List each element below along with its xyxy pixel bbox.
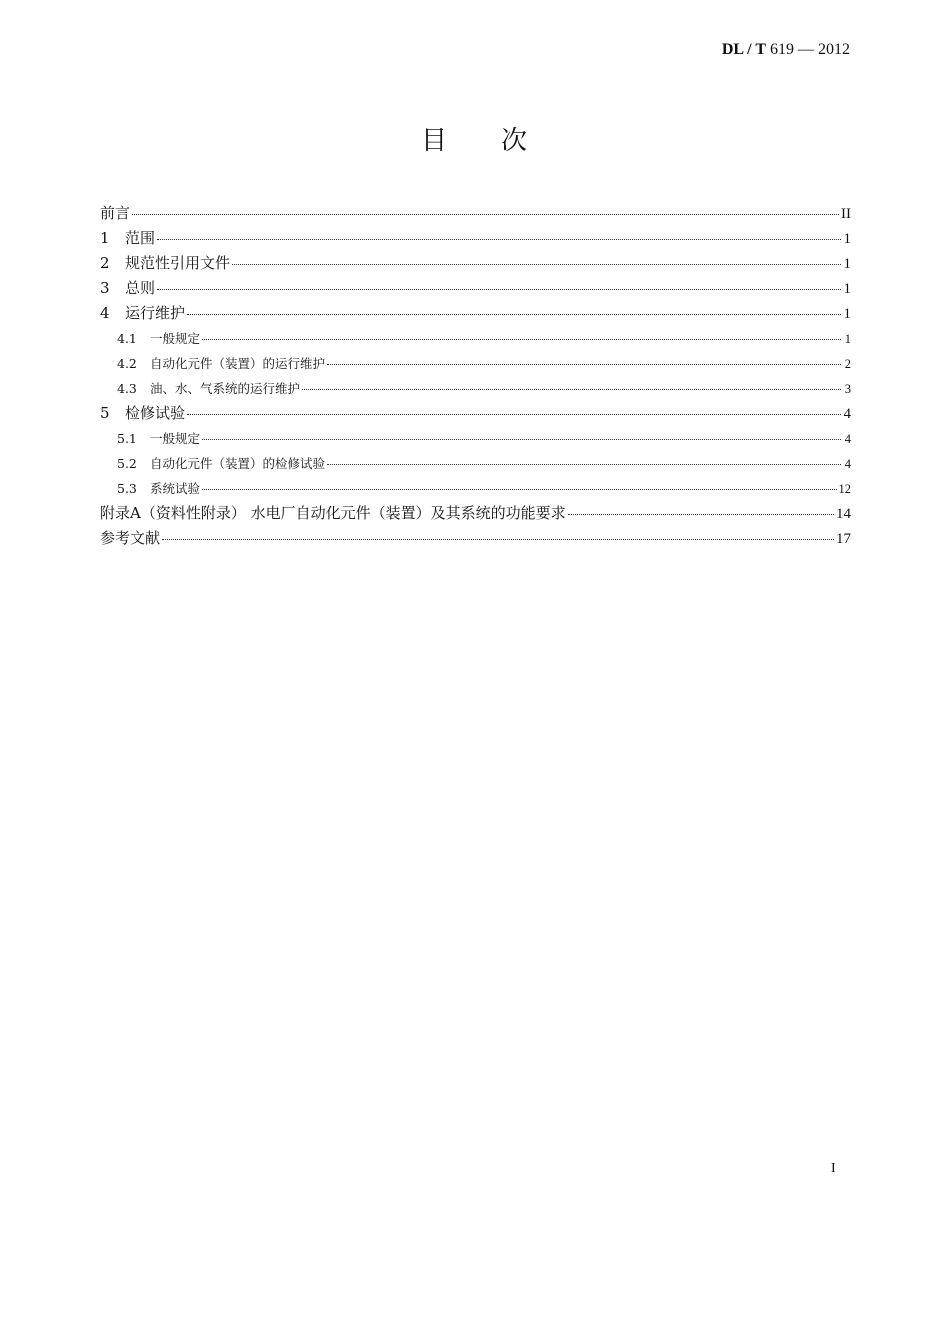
toc-entry-general-principles[interactable]	[100, 276, 851, 301]
toc-entry-page: 1	[843, 231, 851, 247]
toc-entry-4-2[interactable]	[100, 351, 851, 376]
toc-entry-label: 系统试验	[150, 481, 201, 496]
toc-entry-maintenance-testing[interactable]	[100, 401, 851, 426]
toc-entry-label: 总则	[125, 279, 156, 297]
toc-entry-annex-a[interactable]	[100, 501, 851, 526]
toc-entry-number: 4	[100, 304, 110, 322]
toc-entry-4-3[interactable]	[100, 376, 851, 401]
toc-entry-number: 4.3	[117, 381, 137, 396]
toc-entry-label: 参考文献	[100, 529, 161, 547]
toc-dot-leader	[202, 439, 841, 440]
page-title-char-2: 次	[501, 126, 530, 156]
toc-dot-leader	[202, 489, 836, 490]
toc-entry-page: 1	[843, 281, 851, 297]
toc-dot-leader	[232, 264, 841, 265]
toc-entry-page: 4	[844, 457, 851, 471]
toc-dot-leader	[132, 214, 839, 215]
document-code-number: 619 — 2012	[766, 41, 850, 58]
toc-entry-page: 1	[843, 256, 851, 272]
toc-dot-leader	[327, 364, 841, 365]
toc-entry-page: 4	[843, 406, 851, 422]
toc-entry-page: 4	[844, 432, 851, 446]
toc-entry-label: 运行维护	[125, 304, 186, 322]
toc-entry-number: 5.3	[117, 481, 137, 496]
toc-entry-label: 一般规定	[150, 431, 201, 446]
toc-dot-leader	[187, 314, 841, 315]
toc-entry-page: 12	[838, 482, 851, 496]
toc-entry-number: 2	[100, 254, 110, 272]
toc-entry-foreword[interactable]	[100, 201, 851, 226]
toc-entry-number: 1	[100, 229, 110, 247]
toc-entry-number: 4.1	[117, 331, 137, 346]
toc-entry-operation-maintenance[interactable]	[100, 301, 851, 326]
toc-entry-label: 自动化元件（装置）的运行维护	[150, 356, 326, 371]
page-number: I	[831, 1161, 836, 1176]
toc-dot-leader	[568, 514, 834, 515]
toc-entry-page: 2	[844, 357, 851, 371]
toc-entry-label: 检修试验	[125, 404, 186, 422]
toc-entry-4-1[interactable]	[100, 326, 851, 351]
table-of-contents	[100, 201, 851, 551]
toc-entry-5-3[interactable]	[100, 476, 851, 501]
toc-entry-label: 范围	[125, 229, 156, 247]
toc-entry-label: 油、水、气系统的运行维护	[150, 381, 301, 396]
toc-entry-scope[interactable]	[100, 226, 851, 251]
toc-entry-normative-references[interactable]	[100, 251, 851, 276]
toc-entry-number: 5	[100, 404, 110, 422]
toc-dot-leader	[202, 339, 841, 340]
toc-entry-label: 自动化元件（装置）的检修试验	[150, 456, 326, 471]
toc-dot-leader	[187, 414, 841, 415]
toc-entry-page: 17	[836, 531, 851, 547]
toc-dot-leader	[162, 539, 834, 540]
document-code	[722, 41, 850, 59]
toc-entry-page: 1	[844, 332, 851, 346]
toc-entry-number: 4.2	[117, 356, 137, 371]
toc-entry-number: 5.2	[117, 456, 137, 471]
toc-entry-label: 前言	[100, 204, 131, 222]
document-code-prefix: DL / T	[721, 41, 766, 58]
toc-dot-leader	[327, 464, 841, 465]
toc-entry-label: 规范性引用文件	[125, 254, 231, 272]
toc-entry-label: 附录A（资料性附录） 水电厂自动化元件（装置）及其系统的功能要求	[100, 504, 566, 522]
toc-dot-leader	[157, 239, 841, 240]
toc-entry-page: 3	[844, 382, 851, 396]
toc-entry-page: 14	[836, 506, 851, 522]
toc-entry-bibliography[interactable]	[100, 526, 851, 551]
page-title-char-1: 目	[420, 126, 449, 156]
toc-entry-5-2[interactable]	[100, 451, 851, 476]
toc-entry-number: 3	[100, 279, 110, 297]
page-title	[0, 120, 950, 157]
toc-entry-page: 1	[843, 306, 851, 322]
toc-dot-leader	[302, 389, 841, 390]
toc-entry-label: 一般规定	[150, 331, 201, 346]
toc-entry-number: 5.1	[117, 431, 137, 446]
toc-dot-leader	[157, 289, 841, 290]
toc-entry-5-1[interactable]	[100, 426, 851, 451]
toc-entry-page: II	[841, 206, 851, 222]
